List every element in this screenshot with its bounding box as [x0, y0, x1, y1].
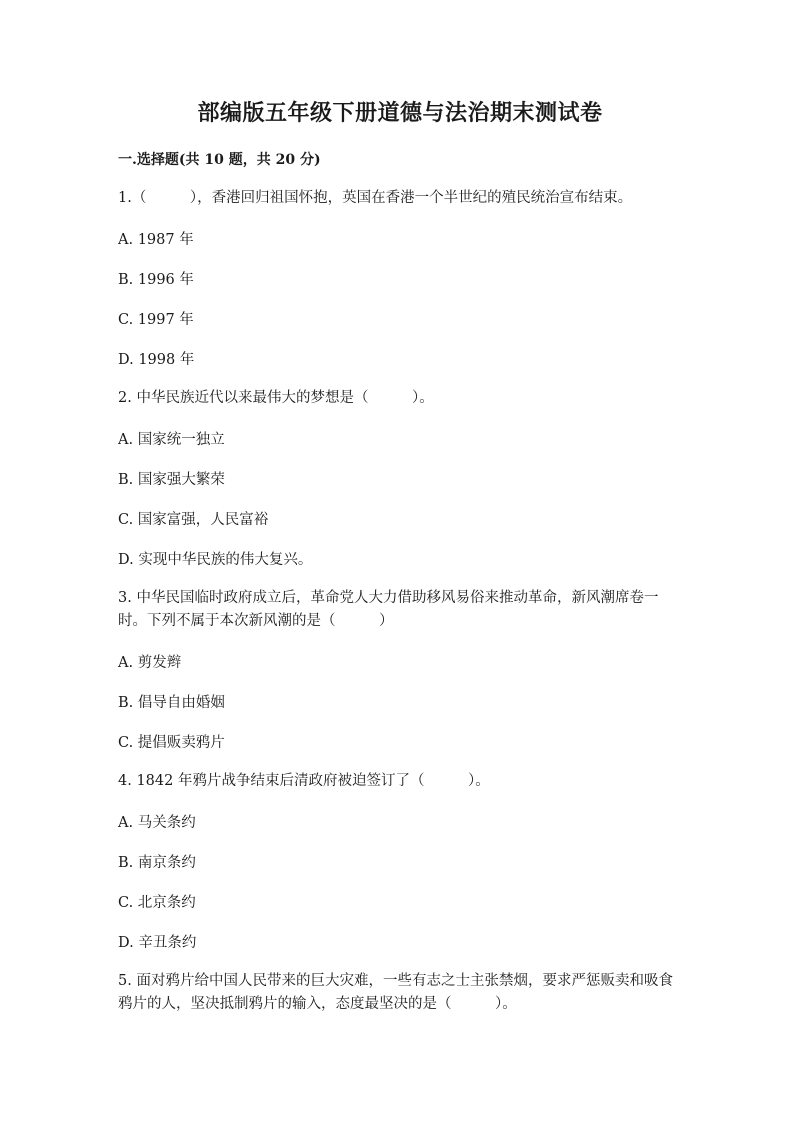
- option-c: C. 国家富强，人民富裕: [118, 512, 269, 528]
- question-3: [118, 587, 682, 753]
- question-1: [118, 187, 682, 370]
- option-b: B. 1996 年: [118, 272, 194, 288]
- question-5: [118, 970, 682, 1016]
- option-a: A. 剪发辫: [118, 655, 182, 671]
- question-stem: 2. 中华民族近代以来最伟大的梦想是（ ）。: [118, 390, 434, 406]
- option-b: B. 南京条约: [118, 855, 196, 871]
- option-d: D. 辛丑条约: [118, 935, 197, 951]
- option-c: C. 北京条约: [118, 895, 196, 911]
- option-b: B. 国家强大繁荣: [118, 472, 225, 488]
- question-stem: 4. 1842 年鸦片战争结束后清政府被迫签订了（ ）。: [118, 773, 490, 789]
- exam-title: 部编版五年级下册道德与法治期末测试卷: [197, 100, 603, 126]
- option-a: A. 1987 年: [118, 232, 194, 248]
- option-c: C. 提倡贩卖鸦片: [118, 735, 225, 751]
- question-4: [118, 770, 682, 953]
- section-heading: 一.选择题(共 10 题，共 20 分): [118, 152, 321, 168]
- option-a: A. 国家统一独立: [118, 432, 225, 448]
- question-stem: 1.（ ），香港回归祖国怀抱，英国在香港一个半世纪的殖民统治宣布结束。: [118, 190, 633, 206]
- question-stem: 3. 中华民国临时政府成立后，革命党人大力借助移风易俗来推动革命，新风潮席卷一时。下列不属于本次新风潮的是（ ）: [118, 590, 659, 629]
- option-d: D. 1998 年: [118, 352, 195, 368]
- option-a: A. 马关条约: [118, 815, 196, 831]
- option-c: C. 1997 年: [118, 312, 194, 328]
- option-b: B. 倡导自由婚姻: [118, 695, 225, 711]
- question-stem: 5. 面对鸦片给中国人民带来的巨大灾难，一些有志之士主张禁烟，要求严惩贩卖和吸食鸦片的人，坚决抵制鸦片的输入，态度最坚决的是（ ）。: [118, 973, 673, 1012]
- question-2: [118, 387, 682, 570]
- option-d: D. 实现中华民族的伟大复兴。: [118, 552, 313, 568]
